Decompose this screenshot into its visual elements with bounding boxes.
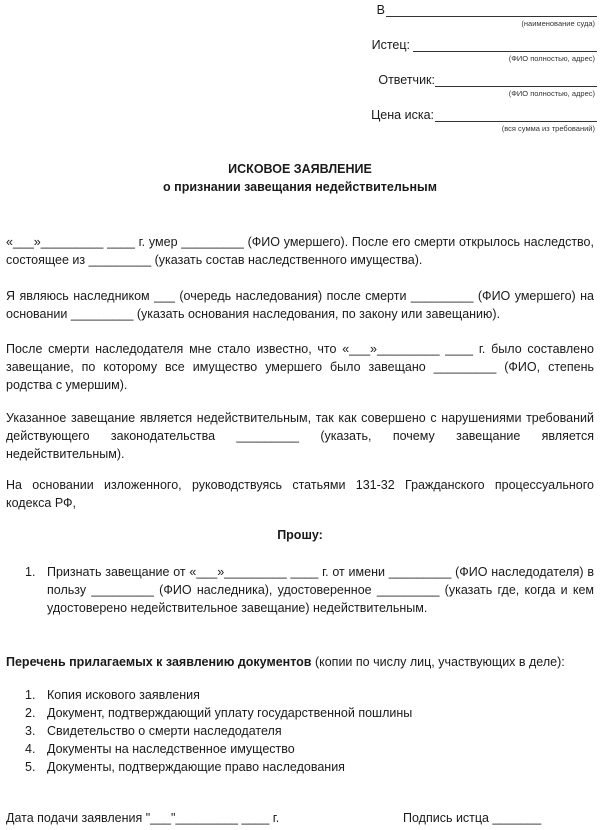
request-list — [6, 563, 594, 617]
list-item-number: 5. — [25, 760, 36, 774]
list-item-text: Документ, подтверждающий уплату государственной пошлины — [47, 706, 413, 720]
claim-price-field — [300, 108, 600, 124]
defendant-field — [300, 73, 600, 89]
documents-list — [6, 686, 594, 776]
list-item-number: 2. — [25, 706, 36, 720]
claim-price-hint: (вся сумма из требований) — [501, 124, 595, 133]
list-item — [6, 563, 594, 617]
list-item-number: 1. — [25, 565, 36, 579]
document-title: ИСКОВОЕ ЗАЯВЛЕНИЕ — [228, 162, 372, 176]
document-subtitle: о признании завещания недействительным — [163, 180, 437, 194]
list-item — [6, 686, 594, 704]
court-line — [386, 16, 597, 17]
plaintiff-line — [413, 51, 597, 52]
court-field — [300, 3, 600, 19]
list-item — [6, 722, 594, 740]
list-item-text: Копия искового заявления — [47, 688, 200, 702]
list-item-number: 1. — [25, 688, 36, 702]
request-heading: Прошу: — [277, 528, 323, 542]
list-item — [6, 704, 594, 722]
documents-title-bold: Перечень прилагаемых к заявлению документов — [6, 655, 312, 669]
defendant-label: Ответчик: — [378, 73, 435, 87]
list-item-text: Признать завещание от «___»_________ ____ г. от имени _________ (ФИО наследодателя) в пользу _________ (ФИО наследника), удостоверенное _________ (указать где, когда и кем удостоверено недействительное завещание) недействительным. — [47, 565, 594, 615]
filing-date: Дата подачи заявления "___"_________ ____ г. — [6, 811, 280, 825]
plaintiff-signature: Подпись истца _______ — [403, 811, 542, 825]
paragraph-heir: Я являюсь наследником ___ (очередь наследования) после смерти _________ (ФИО умершего) на основании _________ (указать основания наследования, по закону или завещанию). — [6, 289, 594, 321]
plaintiff-field — [300, 38, 600, 54]
paragraph-invalid: Указанное завещание является недействительным, так как совершено с нарушениями требований действующего законодательства _________ (указать, почему завещание является недействительным). — [6, 411, 594, 461]
defendant-hint: (ФИО полностью, адрес) — [508, 89, 595, 98]
list-item-number: 4. — [25, 742, 36, 756]
documents-title-rest: (копии по числу лиц, участвующих в деле): — [311, 655, 565, 669]
claim-price-line — [435, 121, 597, 122]
court-label: В — [376, 3, 385, 17]
paragraph-will: После смерти наследодателя мне стало известно, что «___»_________ ____ г. было составлено завещание, по которому все имущество умершего было завещано _________ (ФИО, степень родства с умершим). — [6, 342, 594, 392]
claim-price-label: Цена иска: — [371, 108, 434, 122]
list-item — [6, 740, 594, 758]
paragraph-death: «___»_________ ____ г. умер _________ (ФИО умершего). После его смерти открылось наследство, состоящее из _________ (указать состав наследственного имущества). — [6, 235, 594, 267]
list-item-number: 3. — [25, 724, 36, 738]
plaintiff-hint: (ФИО полностью, адрес) — [508, 54, 595, 63]
court-hint: (наименование суда) — [521, 19, 595, 28]
paragraph-legal-basis: На основании изложенного, руководствуясь статьями 131-32 Гражданского процессуального кодекса РФ, — [6, 478, 594, 510]
list-item-text: Документы, подтверждающие право наследования — [47, 760, 345, 774]
documents-title — [6, 653, 594, 671]
defendant-line — [435, 86, 597, 87]
list-item — [6, 758, 594, 776]
list-item-text: Свидетельство о смерти наследодателя — [47, 724, 282, 738]
plaintiff-label: Истец: — [371, 38, 410, 52]
list-item-text: Документы на наследственное имущество — [47, 742, 295, 756]
